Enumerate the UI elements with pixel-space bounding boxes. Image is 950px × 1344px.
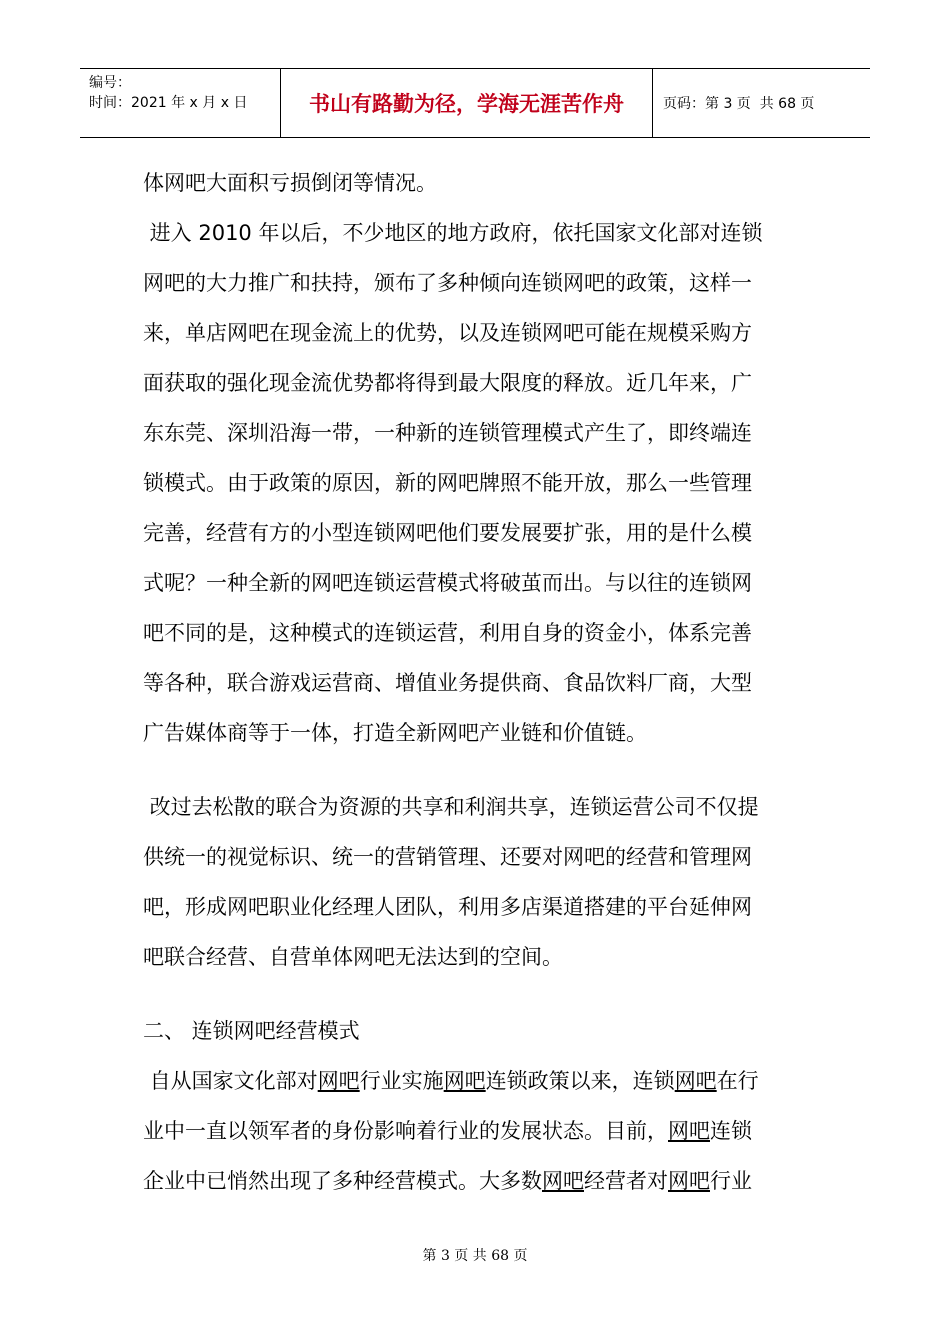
- number-label: 编号：: [89, 75, 131, 91]
- text-segment: 连锁: [710, 1119, 752, 1143]
- text-segment: 行业: [710, 1169, 752, 1193]
- paragraph-1: [143, 158, 803, 208]
- text-segment: 经营者对: [584, 1169, 668, 1193]
- page-footer: 第 3 页 共 68 页: [422, 1248, 528, 1264]
- text-line: 锁模式。由于政策的原因，新的网吧牌照不能开放，那么一些管理: [143, 471, 752, 495]
- text-line: [143, 1156, 803, 1206]
- text-line: [143, 1056, 803, 1106]
- text-line: 改过去松散的联合为资源的共享和利润共享，连锁运营公司不仅提: [143, 795, 759, 819]
- text-line: 完善，经营有方的小型连锁网吧他们要发展要扩张，用的是什么模: [143, 521, 752, 545]
- underlined-term: 网吧: [674, 1069, 717, 1093]
- text-segment: 企业中已悄然出现了多种经营模式。大多数: [143, 1169, 542, 1193]
- page-info-text: 页码：第 3 页 共 68 页: [663, 96, 815, 112]
- text-line: 广告媒体商等于一体，打造全新网吧产业链和价值链。: [143, 721, 647, 745]
- section-heading: 二、 连锁网吧经营模式: [143, 1019, 360, 1043]
- header-meta: [80, 69, 281, 137]
- date-label: 时间：2021 年 x 月 x 日: [89, 95, 248, 111]
- text-line: 体网吧大面积亏损倒闭等情况。: [143, 171, 437, 195]
- text-line: 吧不同的是，这种模式的连锁运营，利用自身的资金小，体系完善: [143, 621, 752, 645]
- underlined-term: 网吧: [668, 1119, 710, 1143]
- paragraph-4: [143, 1056, 803, 1206]
- text-line: 来，单店网吧在现金流上的优势，以及连锁网吧可能在规模采购方: [143, 321, 752, 345]
- text-line: 供统一的视觉标识、统一的营销管理、还要对网吧的经营和管理网: [143, 845, 752, 869]
- document-body: [143, 158, 803, 1206]
- page-header: [80, 68, 870, 138]
- text-line: 等各种，联合游戏运营商、增值业务提供商、食品饮料厂商，大型: [143, 671, 752, 695]
- underlined-term: 网吧: [317, 1069, 360, 1093]
- text-segment: 自从国家文化部对: [143, 1069, 318, 1093]
- text-line: 式呢？一种全新的网吧连锁运营模式将破茧而出。与以往的连锁网: [143, 571, 752, 595]
- text-segment: 行业实施: [359, 1069, 444, 1093]
- text-line: 东东莞、深圳沿海一带，一种新的连锁管理模式产生了，即终端连: [143, 421, 752, 445]
- text-segment: 在行: [716, 1069, 759, 1093]
- underlined-term: 网吧: [542, 1169, 584, 1193]
- paragraph-3: [143, 782, 803, 982]
- text-line: [143, 1106, 803, 1156]
- underlined-term: 网吧: [443, 1069, 486, 1093]
- text-line: 网吧的大力推广和扶持，颁布了多种倾向连锁网吧的政策，这样一: [143, 271, 752, 295]
- header-motto: 书山有路勤为径，学海无涯苦作舟: [281, 69, 653, 137]
- text-line: 吧联合经营、自营单体网吧无法达到的空间。: [143, 945, 563, 969]
- underlined-term: 网吧: [668, 1169, 710, 1193]
- text-line: 进入 2010 年以后，不少地区的地方政府，依托国家文化部对连锁: [143, 221, 763, 245]
- paragraph-2: [143, 208, 803, 758]
- header-page-info: [653, 69, 870, 137]
- text-segment: 连锁政策以来，连锁: [485, 1069, 675, 1093]
- text-line: 吧，形成网吧职业化经理人团队，利用多店渠道搭建的平台延伸网: [143, 895, 752, 919]
- text-segment: 业中一直以领军者的身份影响着行业的发展状态。目前，: [143, 1119, 668, 1143]
- text-line: 面获取的强化现金流优势都将得到最大限度的释放。近几年来，广: [143, 371, 752, 395]
